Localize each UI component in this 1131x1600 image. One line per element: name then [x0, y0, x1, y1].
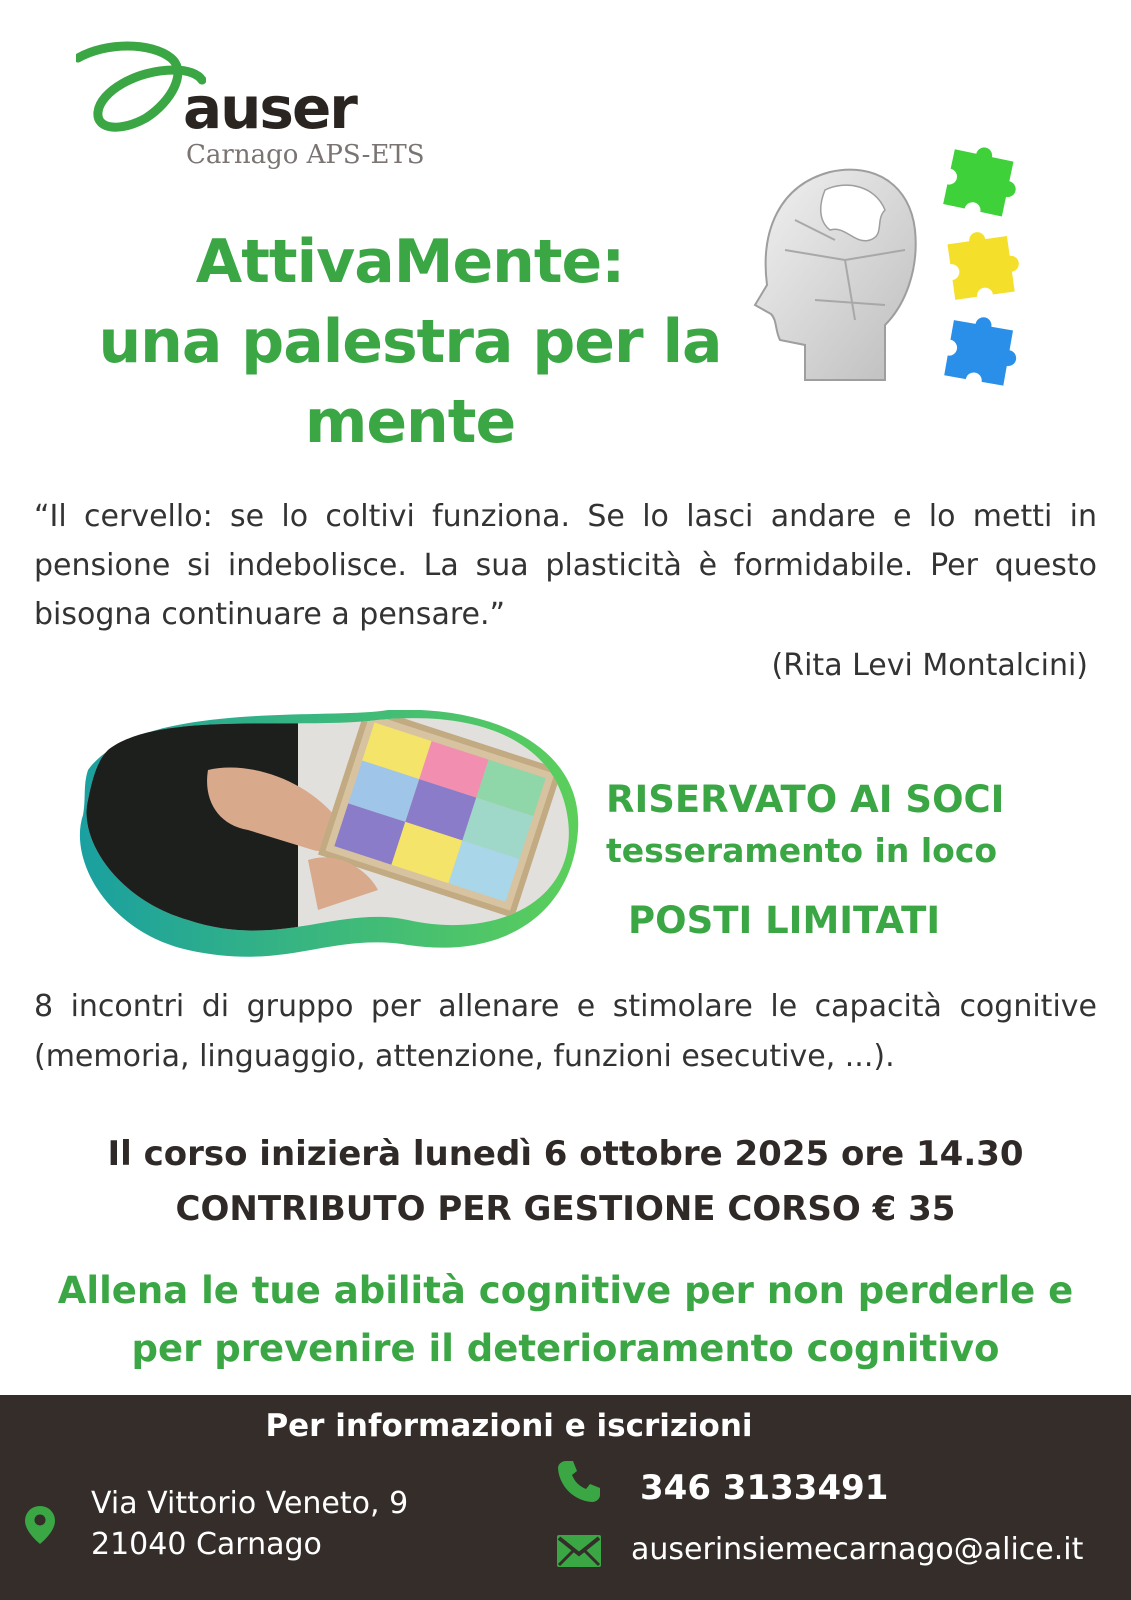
puzzle-piece-green-icon	[943, 141, 1023, 218]
slogan	[40, 1262, 1091, 1378]
quote-text: “Il cervello: se lo coltivi funziona. Se lo lasci andare e lo metti in pensione si indebolisce. La sua plasticità è formidabile. Per questo bisogna continuare a pensare.”	[34, 499, 1097, 632]
tangram-puzzle-photo	[78, 710, 588, 970]
phone-number[interactable]: 346 3133491	[640, 1468, 889, 1508]
page-title	[60, 222, 760, 462]
course-description: 8 incontri di gruppo per allenare e stimolare le capacità cognitive (memoria, linguaggio, attenzione, funzioni esecutive, ...).	[34, 989, 1097, 1074]
phone-icon	[556, 1458, 602, 1504]
reserved-members-heading: RISERVATO AI SOCI	[606, 778, 1005, 821]
title-line-3: mente	[304, 387, 516, 457]
title-line-1: AttivaMente:	[195, 227, 625, 297]
email-address[interactable]: auserinsiemecarnago@alice.it	[631, 1532, 1084, 1567]
course-start-date: Il corso inizierà lunedì 6 ottobre 2025 ore 14.30	[107, 1134, 1024, 1174]
head-silhouette-icon	[755, 170, 916, 380]
footer-title: Per informazioni e iscrizioni	[265, 1408, 753, 1444]
limited-places-text: POSTI LIMITATI	[628, 899, 941, 942]
slogan-line-1: Allena le tue abilità cognitive per non perderle e	[57, 1269, 1074, 1312]
quote-author: (Rita Levi Montalcini)	[771, 648, 1088, 683]
title-line-2: una palestra per la	[98, 307, 722, 377]
puzzle-piece-blue-icon	[944, 312, 1022, 387]
location-pin-icon	[22, 1504, 58, 1546]
membership-on-site-text: tesseramento in loco	[606, 831, 998, 870]
auser-logo-word: auser	[183, 74, 356, 142]
logo-subtitle: Carnago APS-ETS	[186, 140, 425, 170]
course-fee: CONTRIBUTO PER GESTIONE CORSO € 35	[175, 1189, 956, 1229]
puzzle-head-illustration	[735, 130, 1065, 410]
envelope-icon	[556, 1533, 602, 1569]
slogan-line-2: per prevenire il deterioramento cognitivo	[131, 1327, 1000, 1370]
puzzle-piece-yellow-icon	[946, 227, 1022, 300]
address-city: 21040 Carnago	[91, 1527, 322, 1562]
address-street: Via Vittorio Veneto, 9	[91, 1486, 409, 1521]
